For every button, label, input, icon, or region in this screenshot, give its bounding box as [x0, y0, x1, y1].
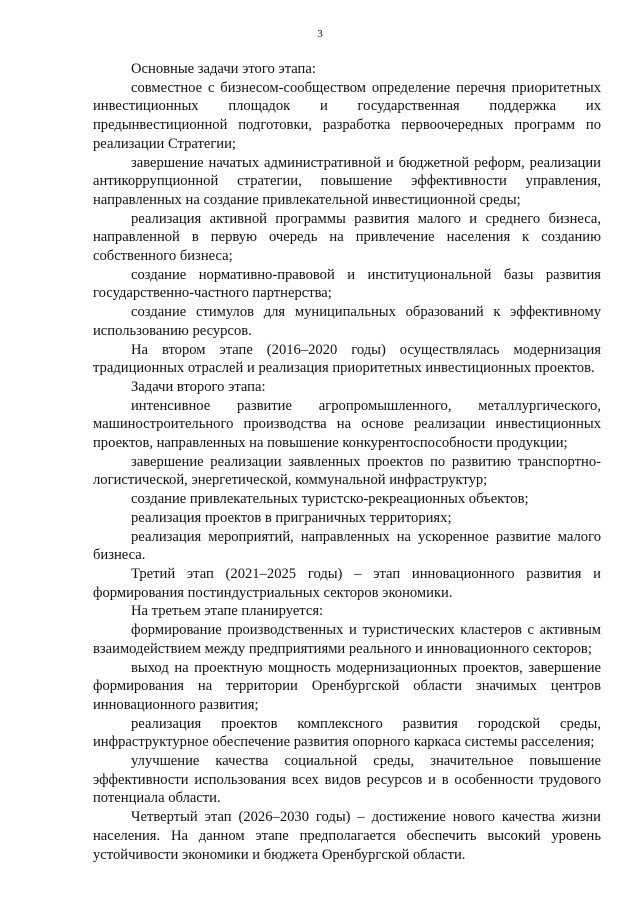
paragraph: завершение реализации заявленных проектов по развитию транспортно-логистической, энергетической, коммунальной инфраструктур; — [93, 453, 601, 489]
paragraph: Третий этап (2021–2025 годы) – этап инновационного развития и формирования постиндустриальных секторов экономики. — [93, 565, 601, 601]
paragraph: создание нормативно-правовой и институциональной базы развития государственно-частного партнерства; — [93, 266, 601, 302]
paragraph: выход на проектную мощность модернизационных проектов, завершение формирования на территории Оренбургской области значимых центров инновационного развития; — [93, 659, 601, 713]
page-number: 3 — [317, 28, 323, 40]
paragraph: На втором этапе (2016–2020 годы) осуществлялась модернизация традиционных отраслей и реализация приоритетных инвестиционных проектов. — [93, 341, 601, 377]
document-body — [93, 60, 601, 864]
paragraph: реализация мероприятий, направленных на ускоренное развитие малого бизнеса. — [93, 528, 601, 564]
paragraph: Задачи второго этапа: — [131, 378, 266, 395]
paragraph: создание привлекательных туристско-рекреационных объектов; — [131, 491, 529, 508]
paragraph: Четвертый этап (2026–2030 годы) – достижение нового качества жизни населения. На данном этапе предполагается обеспечить высокий уровень устойчивости экономики и бюджета Оренбургской области. — [93, 809, 601, 863]
paragraph: На третьем этапе планируется: — [131, 603, 324, 620]
paragraph: создание стимулов для муниципальных образований к эффективному использованию ресурсов. — [93, 304, 601, 339]
paragraph: интенсивное развитие агропромышленного, металлургического, машиностроительного производства на основе реализации инвестиционных проектов, направленных на повышение конкурентоспособности продукции; — [93, 397, 601, 452]
paragraph: реализация проектов комплексного развития городской среды, инфраструктурное обеспечение развития опорного каркаса системы расселения; — [93, 715, 601, 751]
paragraph: улучшение качества социальной среды, значительное повышение эффективности использования всех видов ресурсов и в особенности трудового потенциала области. — [93, 753, 601, 807]
paragraph: формирование производственных и туристических кластеров с активным взаимодействием между предприятиями реального и инновационного секторов; — [93, 622, 601, 657]
paragraph: совместное с бизнесом-сообществом определение перечня приоритетных инвестиционных площадок и государственная поддержка их предынвестиционной подготовки, разработка первоочередных программ по реализации Стратегии; — [93, 79, 601, 152]
paragraph: реализация активной программы развития малого и среднего бизнеса, направленной в первую очередь на привлечение населения к созданию собственного бизнеса; — [93, 210, 601, 265]
paragraph: завершение начатых административной и бюджетной реформ, реализации антикоррупционной стратегии, повышение эффективности управления, направленных на создание привлекательной инвестиционной среды; — [93, 154, 601, 208]
paragraph: реализация проектов в приграничных территориях; — [131, 509, 452, 526]
paragraph: Основные задачи этого этапа: — [131, 61, 316, 77]
